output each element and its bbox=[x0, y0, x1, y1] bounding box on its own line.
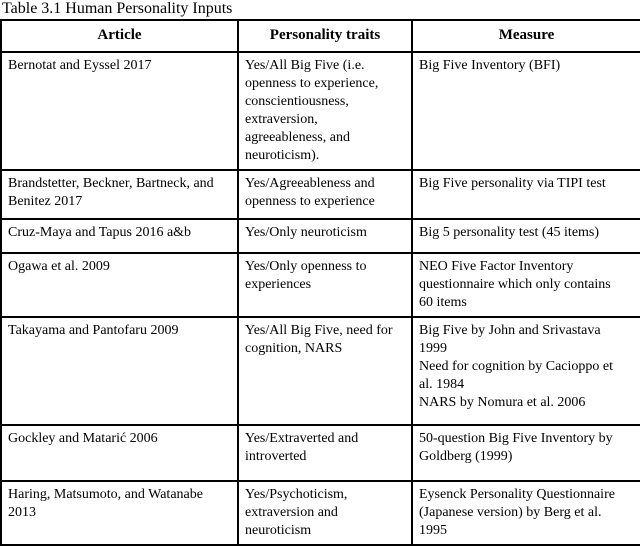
traits-text-line: Yes/Extraverted and bbox=[245, 431, 359, 446]
measure-text-line: Big Five Inventory (BFI) bbox=[419, 58, 561, 73]
article-text-line: Ogawa et al. 2009 bbox=[8, 259, 110, 274]
measure-text-line: Need for cognition by Cacioppo et bbox=[419, 359, 614, 374]
table-row bbox=[1, 219, 640, 253]
traits-text-line: Yes/Only openness to bbox=[245, 259, 367, 274]
cell-article bbox=[1, 317, 238, 425]
cell-measure bbox=[412, 317, 640, 425]
measure-text-line: NARS by Nomura et al. 2006 bbox=[419, 395, 586, 410]
cell-measure bbox=[412, 425, 640, 481]
measure-text-line: (Japanese version) by Berg et al. bbox=[419, 505, 602, 520]
traits-text-line: openness to experience bbox=[245, 194, 375, 209]
measure-text-line: NEO Five Factor Inventory bbox=[419, 259, 574, 274]
cell-measure bbox=[412, 481, 640, 545]
traits-text-line: Yes/Agreeableness and bbox=[245, 176, 375, 191]
header-measure: Measure bbox=[412, 20, 640, 52]
measure-text-line: questionnaire which only contains bbox=[419, 277, 611, 292]
traits-text-line: neuroticism bbox=[245, 523, 312, 538]
measure-text-line: 50-question Big Five Inventory by bbox=[419, 431, 613, 446]
traits-text-line: introverted bbox=[245, 449, 307, 464]
measure-text-line: al. 1984 bbox=[419, 377, 465, 392]
traits-text-line: cognition, NARS bbox=[245, 341, 343, 356]
table-caption: Table 3.1 Human Personality Inputs bbox=[2, 0, 233, 17]
cell-article bbox=[1, 481, 238, 545]
article-text-line: Takayama and Pantofaru 2009 bbox=[8, 323, 179, 338]
traits-text-line: agreeableness, and bbox=[245, 130, 350, 145]
traits-text-line: conscientiousness, bbox=[245, 94, 349, 109]
cell-measure bbox=[412, 253, 640, 317]
cell-article bbox=[1, 52, 238, 170]
traits-text-line: Yes/Only neuroticism bbox=[245, 225, 367, 240]
article-text-line: Gockley and Matarić 2006 bbox=[8, 431, 158, 446]
table-row bbox=[1, 481, 640, 545]
table-row bbox=[1, 317, 640, 425]
traits-text-line: extraversion and bbox=[245, 505, 338, 520]
article-text-line: Haring, Matsumoto, and Watanabe bbox=[8, 487, 203, 502]
measure-text-line: 1999 bbox=[419, 341, 447, 356]
cell-traits bbox=[238, 317, 412, 425]
table-row bbox=[1, 425, 640, 481]
traits-text-line: extraversion, bbox=[245, 112, 318, 127]
traits-text-line: neuroticism). bbox=[245, 148, 320, 163]
article-text-line: 2013 bbox=[8, 505, 36, 520]
measure-text-line: Big Five by John and Srivastava bbox=[419, 323, 601, 338]
article-text-line: Brandstetter, Beckner, Bartneck, and bbox=[8, 176, 214, 191]
table-row bbox=[1, 253, 640, 317]
traits-text-line: Yes/All Big Five (i.e. bbox=[245, 58, 365, 73]
cell-measure bbox=[412, 219, 640, 253]
article-text-line: Cruz-Maya and Tapus 2016 a&b bbox=[8, 225, 192, 240]
header-article: Article bbox=[1, 20, 238, 52]
article-text-line: Benitez 2017 bbox=[8, 194, 83, 209]
cell-traits bbox=[238, 52, 412, 170]
table-row bbox=[1, 170, 640, 219]
measure-text-line: Big Five personality via TIPI test bbox=[419, 176, 606, 191]
cell-traits bbox=[238, 219, 412, 253]
measure-text-line: 60 items bbox=[419, 295, 467, 310]
cell-traits bbox=[238, 481, 412, 545]
table-row bbox=[1, 52, 640, 170]
measure-text-line: Goldberg (1999) bbox=[419, 449, 513, 464]
measure-text-line: 1995 bbox=[419, 523, 447, 538]
cell-article bbox=[1, 219, 238, 253]
cell-traits bbox=[238, 425, 412, 481]
personality-inputs-table bbox=[0, 19, 640, 546]
traits-text-line: Yes/Psychoticism, bbox=[245, 487, 348, 502]
cell-traits bbox=[238, 170, 412, 219]
cell-traits bbox=[238, 253, 412, 317]
cell-measure bbox=[412, 52, 640, 170]
traits-text-line: Yes/All Big Five, need for bbox=[245, 323, 393, 338]
measure-text-line: Eysenck Personality Questionnaire bbox=[419, 487, 615, 502]
cell-article bbox=[1, 170, 238, 219]
measure-text-line: Big 5 personality test (45 items) bbox=[419, 225, 600, 240]
article-text-line: Bernotat and Eyssel 2017 bbox=[8, 58, 152, 73]
traits-text-line: openness to experience, bbox=[245, 76, 379, 91]
header-row bbox=[1, 20, 640, 52]
header-personality-traits: Personality traits bbox=[238, 20, 412, 52]
cell-measure bbox=[412, 170, 640, 219]
cell-article bbox=[1, 253, 238, 317]
cell-article bbox=[1, 425, 238, 481]
traits-text-line: experiences bbox=[245, 277, 312, 292]
